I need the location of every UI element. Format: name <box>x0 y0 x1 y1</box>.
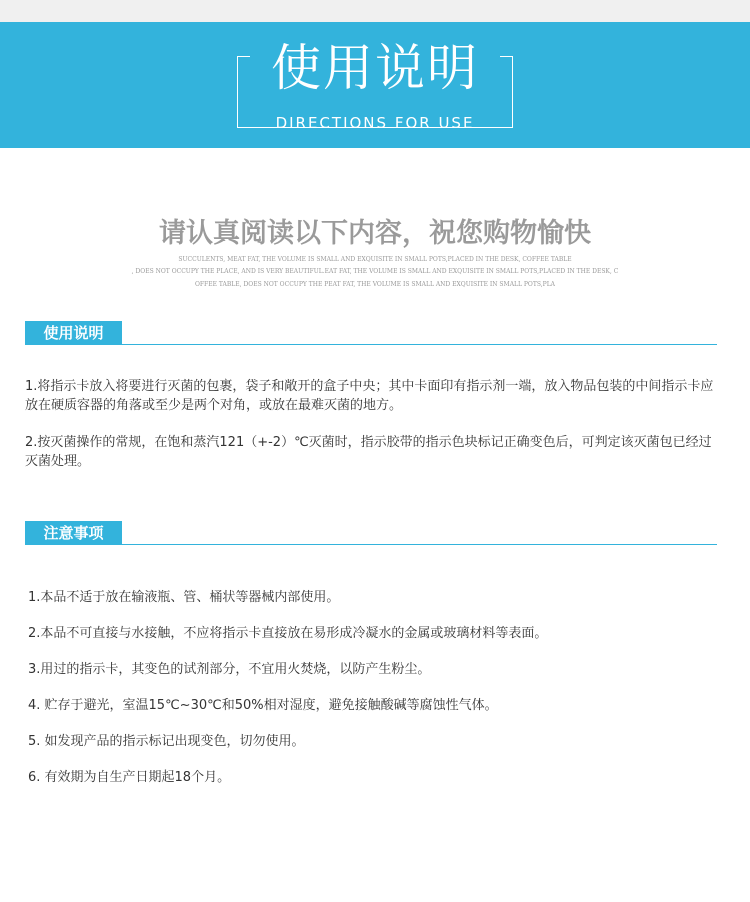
banner-title: 使用说明 <box>271 39 479 97</box>
note-item: 5. 如发现产品的指示标记出现变色，切勿使用。 <box>28 734 305 749</box>
english-line: OFFEE TABLE, DOES NOT OCCUPY THE PEAT FAT, THE VOLUME IS SMALL AND EXQUISITE IN SMALL POTS,PLA <box>194 281 556 288</box>
usage-paragraph: 1.将指示卡放入将要进行灭菌的包裹，袋子和敞开的盒子中央；其中卡面印有指示剂一端，放入物品包装的中间指示卡应放在硬质容器的角落或至少是两个对角，或放在最难灭菌的地方。 <box>25 379 714 413</box>
usage-section-label: 使用说明 <box>25 321 122 345</box>
note-item: 3.用过的指示卡，其变色的试剂部分，不宜用火焚烧，以防产生粉尘。 <box>28 662 431 677</box>
note-item: 1.本品不适于放在输液瓶、管、桶状等器械内部使用。 <box>28 590 340 605</box>
note-item: 4. 贮存于避光，室温15℃~30℃和50%相对湿度，避免接触酸碱等腐蚀性气体。 <box>28 698 498 713</box>
top-strip <box>0 0 750 22</box>
note-item: 6. 有效期为自生产日期起18个月。 <box>28 770 231 785</box>
notes-section-header <box>25 521 717 545</box>
usage-section-header <box>25 321 717 345</box>
english-line: SUCCULENTS, MEAT FAT, THE VOLUME IS SMALL AND EXQUISITE IN SMALL POTS,PLACED IN THE DESK, COFFEE TABLE <box>178 256 572 263</box>
notes-section-label: 注意事项 <box>25 521 122 545</box>
header-banner <box>0 22 750 148</box>
slogan: 请认真阅读以下内容，祝您购物愉快 <box>159 218 591 249</box>
english-line: , DOES NOT OCCUPY THE PLACE, AND IS VERY BEAUTIFUL.EAT FAT, THE VOLUME IS SMALL AND EXQUISITE IN SMALL POTS,PLACED IN THE DESK, C <box>131 268 619 275</box>
usage-paragraph: 2.按灭菌操作的常规，在饱和蒸汽121（+-2）℃灭菌时，指示胶带的指示色块标记正确变色后，可判定该灭菌包已经过灭菌处理。 <box>25 435 712 469</box>
note-item: 2.本品不可直接与水接触，不应将指示卡直接放在易形成冷凝水的金属或玻璃材料等表面。 <box>28 626 548 641</box>
banner-subtitle: DIRECTIONS FOR USE <box>275 114 475 132</box>
